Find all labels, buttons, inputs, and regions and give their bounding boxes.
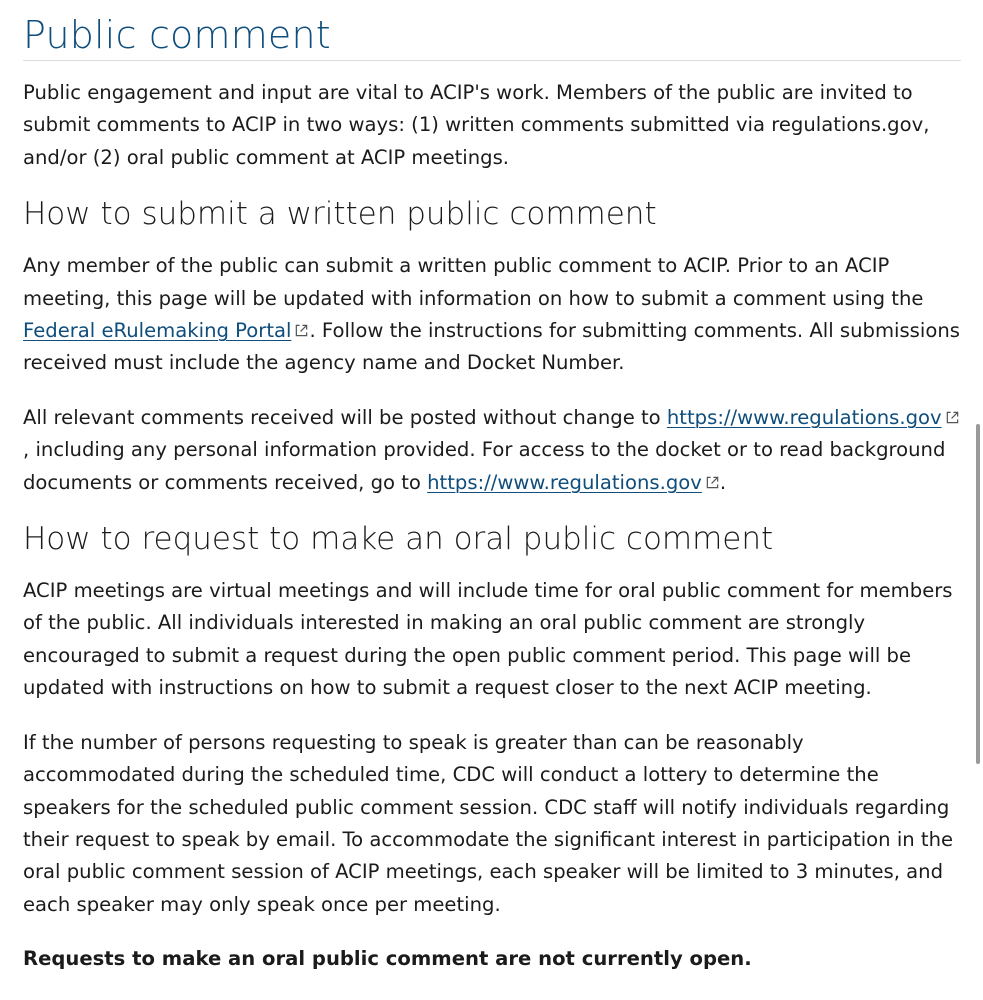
- external-link-icon: [705, 475, 720, 490]
- written-p2-text-before: All relevant comments received will be posted without change to: [23, 405, 667, 429]
- written-comment-heading: How to submit a written public comment: [23, 196, 657, 233]
- page-scrollbar[interactable]: [976, 424, 980, 764]
- written-p1-text-before: Any member of the public can submit a written public comment to ACIP. Prior to an ACIP meeting, this page will be updated with information on how to submit a comment using the: [23, 254, 924, 310]
- regulations-gov-link-2-text: https://www.regulations.gov: [427, 470, 702, 494]
- external-link-icon: [294, 323, 309, 338]
- written-p1-text-after: . Follow the instructions for submitting comments. All submissions received must include the agency name and Docket Number.: [23, 319, 960, 375]
- federal-erulemaking-portal-link[interactable]: [23, 319, 309, 342]
- oral-paragraph-2: If the number of persons requesting to speak is greater than can be reasonably accommodated during the scheduled time, CDC will conduct a lottery to determine the speakers for the scheduled public comment session. CDC staff will notify individuals regarding their request to speak by email. To accommodate the significant interest in participation in the oral public comment session of ACIP meetings, each speaker will be limited to 3 minutes, and each speaker may only speak once per meeting.: [23, 730, 954, 916]
- intro-paragraph: Public engagement and input are vital to ACIP's work. Members of the public are invited to submit comments to ACIP in two ways: (1) written comments submitted via regulations.gov, and/or (2) oral public comment at ACIP meetings.: [23, 81, 930, 169]
- oral-paragraph-1: ACIP meetings are virtual meetings and will include time for oral public comment for members of the public. All individuals interested in making an oral public comment are strongly encouraged to submit a request during the open public comment period. This page will be updated with instructions on how to submit a request closer to the next ACIP meeting.: [23, 579, 953, 700]
- oral-comment-heading: How to request to make an oral public comment: [23, 521, 774, 558]
- written-paragraph-1: [23, 250, 961, 380]
- written-p2-text-middle: , including any personal information provided. For access to the docket or to read background documents or comments received, go to: [23, 438, 946, 494]
- regulations-gov-link-1[interactable]: [667, 406, 960, 429]
- external-link-icon: [945, 410, 960, 425]
- federal-erulemaking-portal-link-text: Federal eRulemaking Portal: [23, 319, 292, 343]
- oral-status-notice: Requests to make an oral public comment are not currently open.: [23, 947, 752, 971]
- main-content: [23, 0, 961, 976]
- regulations-gov-link-1-text: https://www.regulations.gov: [666, 405, 942, 429]
- written-paragraph-2: [23, 402, 961, 499]
- regulations-gov-link-2[interactable]: [427, 471, 720, 494]
- written-p2-text-after: .: [719, 470, 727, 494]
- page-title: Public comment: [23, 0, 961, 61]
